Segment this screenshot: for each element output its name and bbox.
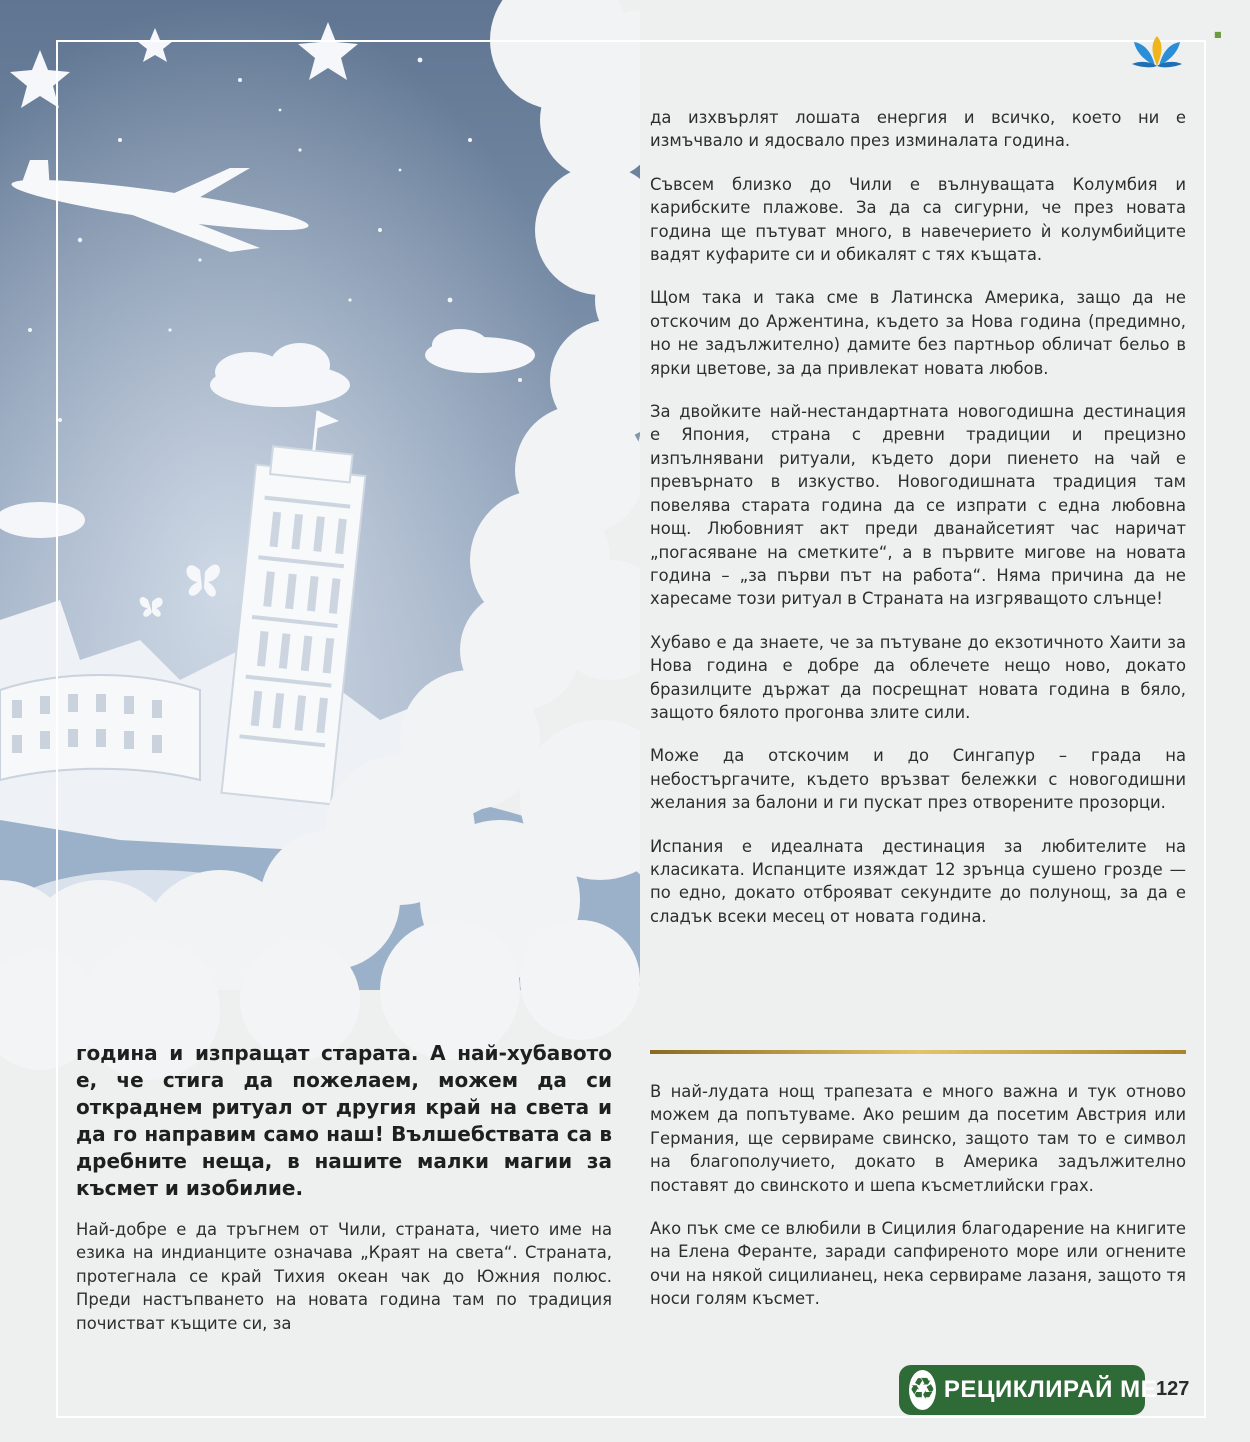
- corner-mark-icon: ■: [1214, 30, 1222, 39]
- right-column: [650, 106, 1186, 948]
- paragraph: да изхвърлят лошата енергия и всичко, което ни е измъчвало и ядосвало през изминалата година.: [650, 108, 1186, 151]
- recycle-label: РЕЦИКЛИРАЙ МЕ: [943, 1376, 1158, 1403]
- paragraph: Най-добре е да тръгнем от Чили, страната, чието име на езика на индианците означава „Краят на света“. Страната, протегнала се край Тихия океан чак до Южния полюс. Преди настъпването на новата година там по традиция почистват къщите си, за: [76, 1220, 612, 1333]
- paragraph: Ако пък сме се влюбили в Сицилия благодарение на книгите на Елена Феранте, заради сапфиреното море или огнените очи на някой сицилианец, нека сервираме лазаня, защото тя носи голям късмет.: [650, 1219, 1186, 1309]
- paragraph: В най-лудата нощ трапезата е много важна и тук отново можем да попътуваме. Ако решим да посетим Австрия или Германия, ще сервираме свинско, защото там то е символ на благополучието, докато в Америка задължително поставят до свинското и шепа късметлийски грах.: [650, 1082, 1186, 1195]
- lead-text: година и изпращат старата. А най-хубавото е, че стига да пожелаем, можем да си откраднем ритуал от другия край на света и да го направим само наш! Вълшебствата са в дребните неща, в нашите малки магии за късмет и изобилие.: [76, 1041, 612, 1200]
- page-number: 127: [1156, 1378, 1190, 1400]
- recycle-icon: ♻: [909, 1370, 936, 1410]
- recycle-badge: [899, 1365, 1158, 1415]
- paragraph: Съвсем близко до Чили е вълнуващата Колумбия и карибските плажове. За да са сигурни, че през новата година ще пътуват много, в навечерието ѝ колумбийците вадят куфарите си и обикалят с тях къщата.: [650, 174, 1186, 265]
- paragraph: Може да отскочим и до Сингапур – града на небостъргачите, където връзват бележки с новогодишни желания за балони и ги пускат през отворените прозорци.: [650, 746, 1186, 813]
- paragraph: Хубаво е да знаете, че за пътуване до екзотичното Хаити за Нова година е добре да облечете нещо ново, докато бразилците държат да посрещнат новата година в бяло, защото бялото прогонва злите сили.: [650, 632, 1186, 722]
- right-column-lower: [650, 1080, 1186, 1331]
- gold-divider: [650, 1050, 1186, 1054]
- paragraph: Щом така и така сме в Латинска Америка, защо да не отскочим до Аржентина, където за Нова година (предимно, но не задължително) дамите без партньор обличат бельо в ярки цветове, за да привлекат новата любов.: [650, 288, 1186, 378]
- left-column: [76, 1218, 612, 1355]
- paragraph: Испания е идеалната дестинация за любителите на класиката. Испанците изяждат 12 зрънца сушено грозде — по едно, докато отброяват секундите до полунощ, за да е сладък всеки месец от новата година.: [650, 836, 1186, 926]
- flower-logo-icon: [1122, 34, 1192, 70]
- paragraph: За двойките най-нестандартната новогодишна дестинация е Япония, страна с древни традиции и прецизно изпълнявани ритуали, където дори пиенето на чай е превърнато в изкуство. Новогодишната традиция там повелява старата година да се изпрати с една любовна нощ. Любовният акт преди дванайсетият час наричат „погасяване на сметките“, а в първите мигове на новата година – „за първи път на работа“. Няма причина да не харесаме този ритуал в Страната на изгряващото слънце!: [650, 402, 1186, 609]
